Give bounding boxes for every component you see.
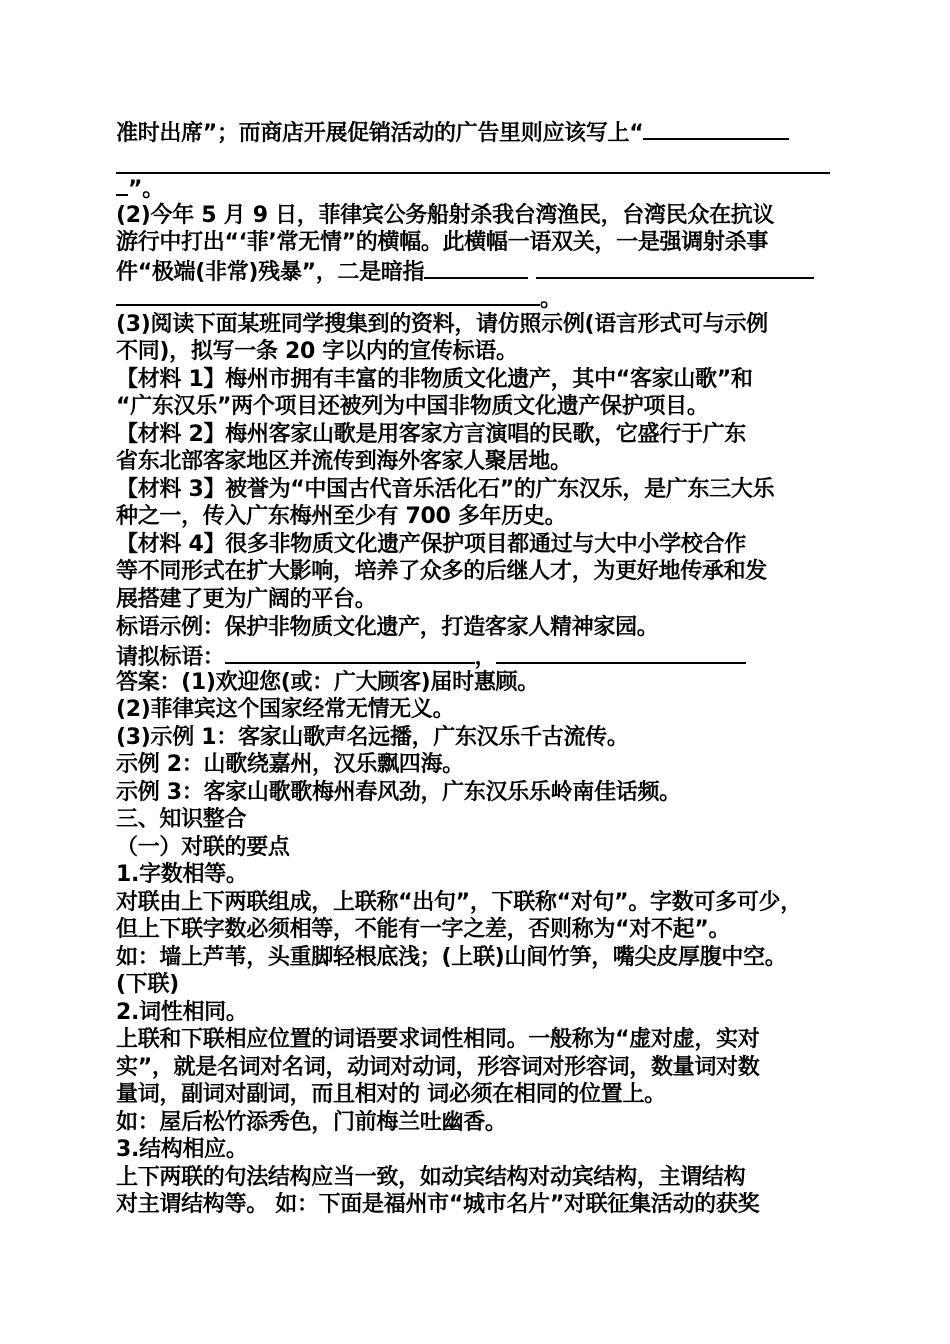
text-span: 准时出席”；而商店开展促销活动的广告里则应该写上“ — [116, 121, 644, 146]
text-line — [116, 257, 814, 286]
text-line — [116, 284, 562, 313]
fill-blank — [496, 642, 746, 664]
text-line: 展搭建了更为广阔的平台。 — [116, 587, 377, 612]
text-line: 上下两联的句法结构应当一致，如动宾结构对动宾结构，主谓结构 — [116, 1165, 746, 1190]
text-line: 【材料 3】被誉为“中国古代音乐活化石”的广东汉乐，是广东三大乐 — [116, 477, 775, 502]
fill-blank — [424, 257, 528, 279]
text-line: 示例 2：山歌绕嘉州，汉乐飘四海。 — [116, 752, 464, 777]
text-line — [116, 118, 789, 147]
text-line — [116, 642, 746, 671]
point-heading: 3.结构相应。 — [116, 1137, 248, 1162]
text-line: 答案：(1)欢迎您(或：广大顾客)届时惠顾。 — [116, 670, 539, 695]
text-span: 。 — [540, 287, 562, 312]
text-line: 上联和下联相应位置的词语要求词性相同。一般称为“虚对虚，实对 — [116, 1027, 760, 1052]
text-line — [116, 174, 164, 203]
text-line: 如：屋后松竹添秀色，门前梅兰吐幽香。 — [116, 1110, 507, 1135]
text-line: 不同)，拟写一条 20 字以内的宣传标语。 — [116, 339, 518, 364]
text-line: 实”，就是名词对名词，动词对动词，形容词对形容词，数量词对数 — [116, 1055, 760, 1080]
text-line: 量词，副词对副词，而且相对的 词必须在相同的位置上。 — [116, 1082, 666, 1107]
text-line: (下联) — [116, 972, 179, 997]
text-line: 标语示例：保护非物质文化遗产，打造客家人精神家园。 — [116, 615, 659, 640]
text-line: 但上下联字数必须相等，不能有一字之差，否则称为“对不起”。 — [116, 917, 731, 942]
text-span: 请拟标语： — [116, 645, 225, 670]
text-line: 如：墙上芦苇，头重脚轻根底浅；(上联)山间竹笋，嘴尖皮厚腹中空。 — [116, 945, 787, 970]
text-line: 对主谓结构等。 如：下面是福州市“城市名片”对联征集活动的获奖 — [116, 1192, 760, 1217]
fill-blank — [536, 257, 814, 279]
fill-blank — [225, 642, 475, 664]
fill-blank — [116, 284, 540, 306]
section-heading: 三、知识整合 — [116, 807, 247, 832]
text-line: 【材料 1】梅州市拥有丰富的非物质文化遗产，其中“客家山歌”和 — [116, 367, 753, 392]
text-line: 省东北部客家地区并流传到海外客家人聚居地。 — [116, 449, 572, 474]
fill-blank — [116, 174, 128, 196]
text-line: (3)阅读下面某班同学搜集到的资料，请仿照示例(语言形式可与示例 — [116, 312, 768, 337]
text-line: 【材料 2】梅州客家山歌是用客家方言演唱的民歌，它盛行于广东 — [116, 422, 746, 447]
fill-blank — [116, 152, 830, 174]
point-heading: 1.字数相等。 — [116, 862, 248, 887]
text-line: “广东汉乐”两个项目还被列为中国非物质文化遗产保护项目。 — [116, 394, 709, 419]
text-line — [116, 152, 830, 181]
text-line: 对联由上下两联组成，上联称“出句”，下联称“对句”。字数可多可少， — [116, 890, 802, 915]
text-line: 【材料 4】很多非物质文化遗产保护项目都通过与大中小学校合作 — [116, 532, 746, 557]
fill-blank — [643, 118, 789, 140]
text-line: 种之一，传入广东梅州至少有 700 多年历史。 — [116, 504, 567, 529]
text-line: 游行中打出“‘菲’常无情”的横幅。此横幅一语双关，一是强调射杀事 — [116, 230, 769, 255]
text-line: (3)示例 1：客家山歌声名远播，广东汉乐千古流传。 — [116, 725, 629, 750]
text-line: 等不同形式在扩大影响，培养了众多的后继人才，为更好地传承和发 — [116, 559, 768, 584]
text-line: 示例 3：客家山歌歌梅州春风劲，广东汉乐乐岭南佳话频。 — [116, 780, 681, 805]
text-span: ， — [474, 645, 497, 670]
subsection-heading: （一）对联的要点 — [116, 835, 290, 860]
text-span: 件“极端(非常)残暴”，二是暗指 — [116, 260, 425, 285]
text-span: ”。 — [128, 177, 164, 202]
text-line: (2)菲律宾这个国家经常无情无义。 — [116, 697, 455, 722]
point-heading: 2.词性相同。 — [116, 1000, 248, 1025]
text-line: (2)今年 5 月 9 日，菲律宾公务船射杀我台湾渔民，台湾民众在抗议 — [116, 203, 775, 228]
